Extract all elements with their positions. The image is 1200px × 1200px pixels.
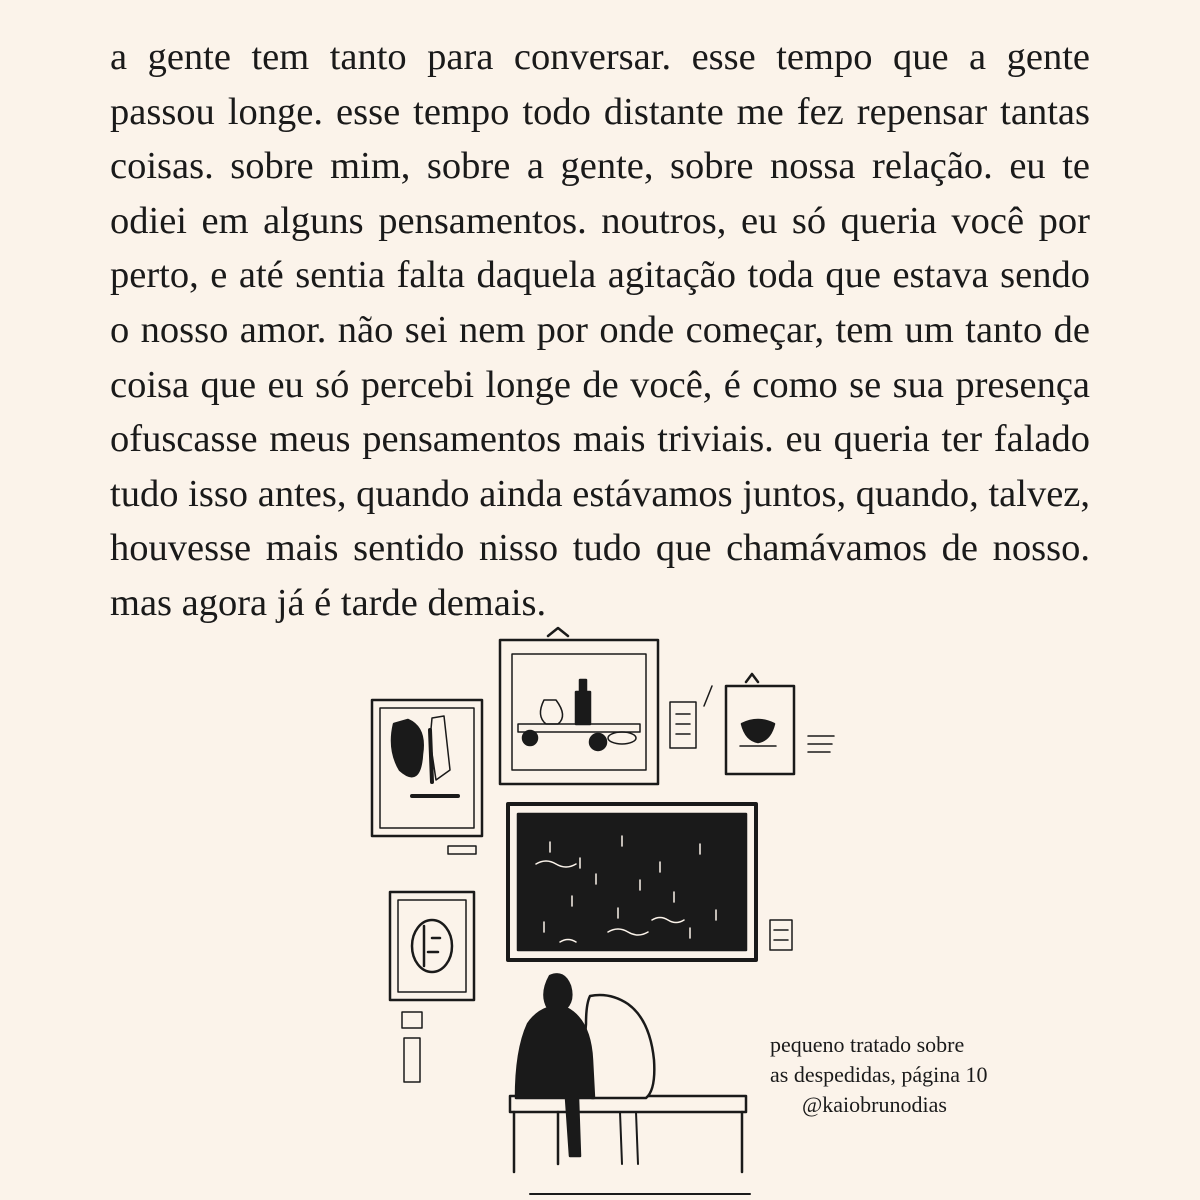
cup-painting	[670, 674, 834, 774]
book-credit	[770, 1030, 988, 1120]
portrait-painting	[390, 892, 474, 1082]
abstract-painting	[372, 700, 482, 854]
book-title-line-1: pequeno tratado sobre	[770, 1032, 965, 1057]
passage-text: a gente tem tanto para conversar. esse tempo que a gente passou longe. esse tempo todo distante me fez repensar tantas coisas. sobre mim, sobre a gente, sobre nossa relação. eu te odiei em alguns pensamentos. noutros, eu só queria você por perto, e até sentia falta daquela agitação toda que estava sendo o nosso amor. não sei nem por onde começar, tem um tanto de coisa que eu só percebi longe de você, é como se sua presença ofuscasse meus pensamentos mais triviais. eu queria ter falado tudo isso antes, quando ainda estávamos juntos, quando, talvez, houvesse mais sentido nisso tudo que chamávamos de nosso. mas agora já é tarde demais.	[110, 36, 1090, 624]
book-title-line-2: as despedidas, página 10	[770, 1062, 988, 1087]
author-handle: @kaiobrunodias	[802, 1092, 947, 1117]
dark-harbor-painting	[508, 804, 792, 960]
still-life-painting	[500, 628, 658, 784]
couple-on-bench	[510, 974, 750, 1194]
